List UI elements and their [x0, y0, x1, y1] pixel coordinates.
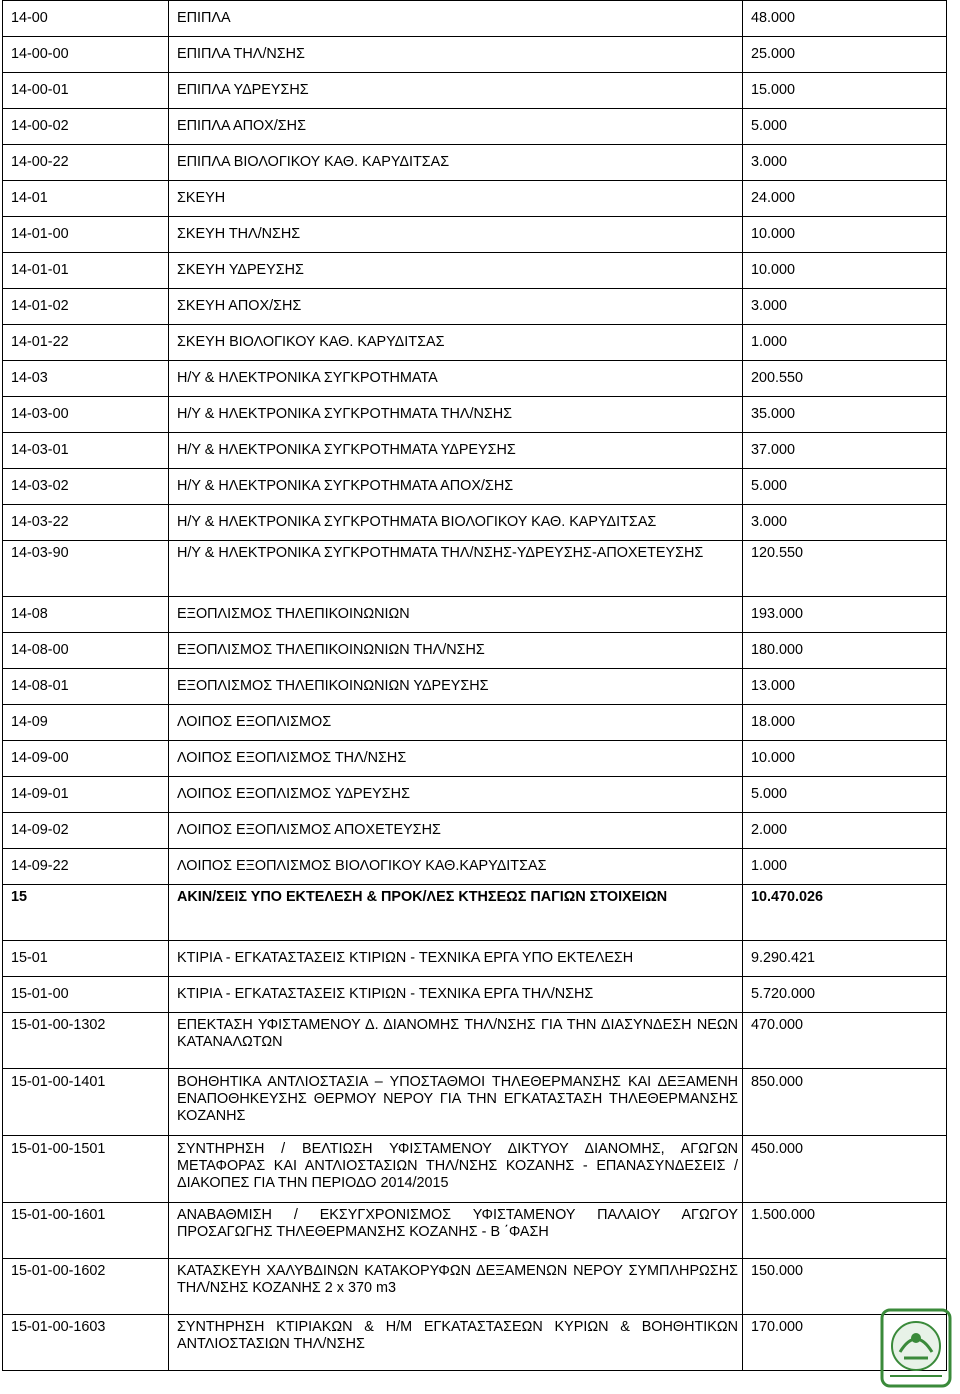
- table-row: [3, 741, 947, 777]
- account-code: 14-09-01: [3, 777, 169, 813]
- account-amount: 10.000: [743, 253, 947, 289]
- table-row: [3, 541, 947, 597]
- account-amount: 1.500.000: [743, 1203, 947, 1259]
- account-amount: 10.000: [743, 741, 947, 777]
- table-row: [3, 181, 947, 217]
- account-description: ΛΟΙΠΟΣ ΕΞΟΠΛΙΣΜΟΣ ΑΠΟΧΕΤΕΥΣΗΣ: [169, 813, 743, 849]
- table-row: [3, 597, 947, 633]
- account-code: 14-09-00: [3, 741, 169, 777]
- account-code: 14-03-01: [3, 433, 169, 469]
- account-description: ΚΤΙΡΙΑ - ΕΓΚΑΤΑΣΤΑΣΕΙΣ ΚΤΙΡΙΩΝ - ΤΕΧΝΙΚΑ ΕΡΓΑ ΤΗΛ/ΝΣΗΣ: [169, 977, 743, 1013]
- account-code: 14-08: [3, 597, 169, 633]
- table-row: [3, 1136, 947, 1203]
- table-row: [3, 1315, 947, 1371]
- account-amount: 5.720.000: [743, 977, 947, 1013]
- account-description: ΑΚΙΝ/ΣΕΙΣ ΥΠΟ ΕΚΤΕΛΕΣΗ & ΠΡΟΚ/ΛΕΣ ΚΤΗΣΕΩΣ ΠΑΓΙΩΝ ΣΤΟΙΧΕΙΩΝ: [169, 885, 743, 941]
- account-amount: 10.000: [743, 217, 947, 253]
- account-amount: 3.000: [743, 145, 947, 181]
- account-description: ΕΞΟΠΛΙΣΜΟΣ ΤΗΛΕΠΙΚΟΙΝΩΝΙΩΝ: [169, 597, 743, 633]
- account-amount: 1.000: [743, 849, 947, 885]
- account-description: ΕΠΕΚΤΑΣΗ ΥΦΙΣΤΑΜΕΝΟΥ Δ. ΔΙΑΝΟΜΗΣ ΤΗΛ/ΝΣΗΣ ΓΙΑ ΤΗΝ ΔΙΑΣΥΝΔΕΣΗ ΝΕΩΝ ΚΑΤΑΝΑΛΩΤΩΝ: [169, 1013, 743, 1069]
- table-row: [3, 1203, 947, 1259]
- account-code: 14-00-02: [3, 109, 169, 145]
- account-description: ΕΠΙΠΛΑ ΑΠΟΧ/ΣΗΣ: [169, 109, 743, 145]
- account-description: ΕΠΙΠΛΑ: [169, 1, 743, 37]
- table-row: [3, 1259, 947, 1315]
- table-row: [3, 1, 947, 37]
- account-code: 14-00-22: [3, 145, 169, 181]
- table-row: [3, 73, 947, 109]
- account-code: 14-00-00: [3, 37, 169, 73]
- table-row: [3, 325, 947, 361]
- account-code: 15-01-00-1602: [3, 1259, 169, 1315]
- account-amount: 35.000: [743, 397, 947, 433]
- account-amount: 10.470.026: [743, 885, 947, 941]
- account-code: 14-00: [3, 1, 169, 37]
- table-row: [3, 469, 947, 505]
- account-description: ΑΝΑΒΑΘΜΙΣΗ / ΕΚΣΥΓΧΡΟΝΙΣΜΟΣ ΥΦΙΣΤΑΜΕΝΟΥ ΠΑΛΑΙΟΥ ΑΓΩΓΟΥ ΠΡΟΣΑΓΩΓΗΣ ΤΗΛΕΘΕΡΜΑΝΣΗΣ ΚΟΖΑΝΗΣ - Β ΄ΦΑΣΗ: [169, 1203, 743, 1259]
- account-code: 14-01-02: [3, 289, 169, 325]
- table-row: [3, 397, 947, 433]
- account-code: 14-00-01: [3, 73, 169, 109]
- account-amount: 48.000: [743, 1, 947, 37]
- account-description: ΛΟΙΠΟΣ ΕΞΟΠΛΙΣΜΟΣ ΥΔΡΕΥΣΗΣ: [169, 777, 743, 813]
- account-description: Η/Υ & ΗΛΕΚΤΡΟΝΙΚΑ ΣΥΓΚΡΟΤΗΜΑΤΑ ΤΗΛ/ΝΣΗΣ: [169, 397, 743, 433]
- account-amount: 5.000: [743, 109, 947, 145]
- account-description: Η/Υ & ΗΛΕΚΤΡΟΝΙΚΑ ΣΥΓΚΡΟΤΗΜΑΤΑ ΥΔΡΕΥΣΗΣ: [169, 433, 743, 469]
- account-code: 14-08-01: [3, 669, 169, 705]
- account-description: ΣΚΕΥΗ ΑΠΟΧ/ΣΗΣ: [169, 289, 743, 325]
- table-row: [3, 1013, 947, 1069]
- table-row: [3, 37, 947, 73]
- table-row: [3, 217, 947, 253]
- table-row: [3, 705, 947, 741]
- account-code: 15-01-00-1601: [3, 1203, 169, 1259]
- account-code: 14-03-00: [3, 397, 169, 433]
- table-row: [3, 777, 947, 813]
- account-description: ΣΚΕΥΗ: [169, 181, 743, 217]
- account-code: 15-01-00-1401: [3, 1069, 169, 1136]
- account-amount: 5.000: [743, 777, 947, 813]
- account-description: ΕΠΙΠΛΑ ΤΗΛ/ΝΣΗΣ: [169, 37, 743, 73]
- account-amount: 450.000: [743, 1136, 947, 1203]
- account-amount: 1.000: [743, 325, 947, 361]
- account-code: 14-01-00: [3, 217, 169, 253]
- account-code: 14-03-22: [3, 505, 169, 541]
- account-description: ΣΥΝΤΗΡΗΣΗ ΚΤΙΡΙΑΚΩΝ & Η/Μ ΕΓΚΑΤΑΣΤΑΣΕΩΝ ΚΥΡΙΩΝ & ΒΟΗΘΗΤΙΚΩΝ ΑΝΤΛΙΟΣΤΑΣΙΩΝ ΤΗΛ/ΝΣΗΣ: [169, 1315, 743, 1371]
- account-code: 15-01-00-1302: [3, 1013, 169, 1069]
- account-description: ΛΟΙΠΟΣ ΕΞΟΠΛΙΣΜΟΣ: [169, 705, 743, 741]
- account-description: Η/Υ & ΗΛΕΚΤΡΟΝΙΚΑ ΣΥΓΚΡΟΤΗΜΑΤΑ ΒΙΟΛΟΓΙΚΟΥ ΚΑΘ. ΚΑΡΥΔΙΤΣΑΣ: [169, 505, 743, 541]
- account-description: ΛΟΙΠΟΣ ΕΞΟΠΛΙΣΜΟΣ ΒΙΟΛΟΓΙΚΟΥ ΚΑΘ.ΚΑΡΥΔΙΤΣΑΣ: [169, 849, 743, 885]
- account-code: 15-01: [3, 941, 169, 977]
- account-code: 14-01-22: [3, 325, 169, 361]
- account-code: 14-01: [3, 181, 169, 217]
- account-amount: 200.550: [743, 361, 947, 397]
- table-row: [3, 885, 947, 941]
- account-amount: 24.000: [743, 181, 947, 217]
- account-code: 14-03: [3, 361, 169, 397]
- account-amount: 37.000: [743, 433, 947, 469]
- account-description: ΕΠΙΠΛΑ ΥΔΡΕΥΣΗΣ: [169, 73, 743, 109]
- account-amount: 15.000: [743, 73, 947, 109]
- table-row: [3, 849, 947, 885]
- account-code: 14-03-90: [3, 541, 169, 597]
- account-code: 14-08-00: [3, 633, 169, 669]
- account-description: Η/Υ & ΗΛΕΚΤΡΟΝΙΚΑ ΣΥΓΚΡΟΤΗΜΑΤΑ ΑΠΟΧ/ΣΗΣ: [169, 469, 743, 505]
- table-row: [3, 145, 947, 181]
- table-row: [3, 109, 947, 145]
- table-row: [3, 433, 947, 469]
- account-description: ΒΟΗΘΗΤΙΚΑ ΑΝΤΛΙΟΣΤΑΣΙΑ – ΥΠΟΣΤΑΘΜΟΙ ΤΗΛΕΘΕΡΜΑΝΣΗΣ ΚΑΙ ΔΕΞΑΜΕΝΗ ΕΝΑΠΟΘΗΚΕΥΣΗΣ ΘΕΡΜΟΥ ΝΕΡΟΥ ΓΙΑ ΤΗΝ ΕΓΚΑΤΑΣΤΑΣΗ ΤΗΛΕΘΕΡΜΑΝΣΗΣ ΚΟΖΑΝΗΣ: [169, 1069, 743, 1136]
- account-amount: 18.000: [743, 705, 947, 741]
- account-code: 14-01-01: [3, 253, 169, 289]
- account-code: 14-09-02: [3, 813, 169, 849]
- account-amount: 13.000: [743, 669, 947, 705]
- account-code: 15: [3, 885, 169, 941]
- table-row: [3, 289, 947, 325]
- account-description: ΕΞΟΠΛΙΣΜΟΣ ΤΗΛΕΠΙΚΟΙΝΩΝΙΩΝ ΤΗΛ/ΝΣΗΣ: [169, 633, 743, 669]
- account-amount: 3.000: [743, 505, 947, 541]
- account-amount: 470.000: [743, 1013, 947, 1069]
- account-amount: 193.000: [743, 597, 947, 633]
- account-description: Η/Υ & ΗΛΕΚΤΡΟΝΙΚΑ ΣΥΓΚΡΟΤΗΜΑΤΑ ΤΗΛ/ΝΣΗΣ-ΥΔΡΕΥΣΗΣ-ΑΠΟΧΕΤΕΥΣΗΣ: [169, 541, 743, 597]
- table-row: [3, 977, 947, 1013]
- account-amount: 120.550: [743, 541, 947, 597]
- table-row: [3, 669, 947, 705]
- account-description: ΛΟΙΠΟΣ ΕΞΟΠΛΙΣΜΟΣ ΤΗΛ/ΝΣΗΣ: [169, 741, 743, 777]
- account-amount: 9.290.421: [743, 941, 947, 977]
- account-amount: 5.000: [743, 469, 947, 505]
- account-description: ΣΚΕΥΗ ΒΙΟΛΟΓΙΚΟΥ ΚΑΘ. ΚΑΡΥΔΙΤΣΑΣ: [169, 325, 743, 361]
- account-amount: 2.000: [743, 813, 947, 849]
- table-row: [3, 1069, 947, 1136]
- seal-logo-icon: [880, 1308, 952, 1388]
- account-amount: 170.000: [743, 1315, 947, 1371]
- account-description: Η/Υ & ΗΛΕΚΤΡΟΝΙΚΑ ΣΥΓΚΡΟΤΗΜΑΤΑ: [169, 361, 743, 397]
- table-row: [3, 633, 947, 669]
- account-description: ΕΞΟΠΛΙΣΜΟΣ ΤΗΛΕΠΙΚΟΙΝΩΝΙΩΝ ΥΔΡΕΥΣΗΣ: [169, 669, 743, 705]
- account-code: 15-01-00: [3, 977, 169, 1013]
- account-description: ΕΠΙΠΛΑ ΒΙΟΛΟΓΙΚΟΥ ΚΑΘ. ΚΑΡΥΔΙΤΣΑΣ: [169, 145, 743, 181]
- table-row: [3, 361, 947, 397]
- account-amount: 3.000: [743, 289, 947, 325]
- account-amount: 25.000: [743, 37, 947, 73]
- account-description: ΚΤΙΡΙΑ - ΕΓΚΑΤΑΣΤΑΣΕΙΣ ΚΤΙΡΙΩΝ - ΤΕΧΝΙΚΑ ΕΡΓΑ ΥΠΟ ΕΚΤΕΛΕΣΗ: [169, 941, 743, 977]
- account-description: ΣΚΕΥΗ ΤΗΛ/ΝΣΗΣ: [169, 217, 743, 253]
- account-code: 15-01-00-1603: [3, 1315, 169, 1371]
- account-code: 14-09-22: [3, 849, 169, 885]
- table-row: [3, 813, 947, 849]
- account-amount: 850.000: [743, 1069, 947, 1136]
- account-code: 14-03-02: [3, 469, 169, 505]
- table-row: [3, 941, 947, 977]
- account-description: ΣΚΕΥΗ ΥΔΡΕΥΣΗΣ: [169, 253, 743, 289]
- account-code: 15-01-00-1501: [3, 1136, 169, 1203]
- table-row: [3, 505, 947, 541]
- account-description: ΚΑΤΑΣΚΕΥΗ ΧΑΛΥΒΔΙΝΩΝ ΚΑΤΑΚΟΡΥΦΩΝ ΔΕΞΑΜΕΝΩΝ ΝΕΡΟΥ ΣΥΜΠΛΗΡΩΣΗΣ ΤΗΛ/ΝΣΗΣ ΚΟΖΑΝΗΣ 2 x 370 m3: [169, 1259, 743, 1315]
- budget-table: [2, 0, 947, 1371]
- account-description: ΣΥΝΤΗΡΗΣΗ / ΒΕΛΤΙΩΣΗ ΥΦΙΣΤΑΜΕΝΟΥ ΔΙΚΤΥΟΥ ΔΙΑΝΟΜΗΣ, ΑΓΩΓΩΝ ΜΕΤΑΦΟΡΑΣ ΚΑΙ ΑΝΤΛΙΟΣΤΑΣΙΩΝ ΤΗΛ/ΝΣΗΣ ΚΟΖΑΝΗΣ - ΕΠΑΝΑΣΥΝΔΕΣΕΙΣ / ΔΙΑΚΟΠΕΣ ΓΙΑ ΤΗΝ ΠΕΡΙΟΔΟ 2014/2015: [169, 1136, 743, 1203]
- account-amount: 180.000: [743, 633, 947, 669]
- account-amount: 150.000: [743, 1259, 947, 1315]
- table-row: [3, 253, 947, 289]
- account-code: 14-09: [3, 705, 169, 741]
